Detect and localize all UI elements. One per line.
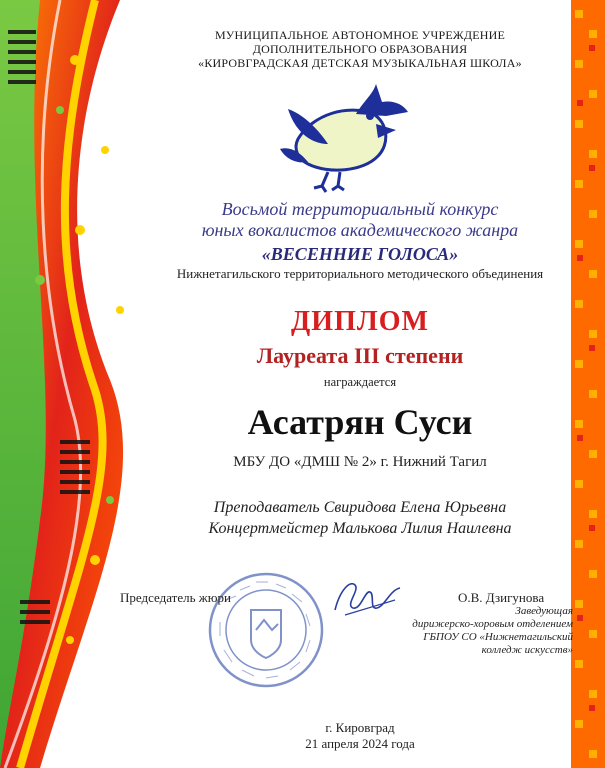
staff-block xyxy=(100,497,605,539)
laureate-degree: Лауреата III степени xyxy=(256,343,464,368)
header-line-2: ДОПОЛНИТЕЛЬНОГО ОБРАЗОВАНИЯ xyxy=(252,42,468,56)
bird-logo-icon xyxy=(278,84,408,194)
chair-title-line-3: ГБПОУ СО «Нижнетагильский xyxy=(423,631,573,643)
jury-chair-title xyxy=(368,605,573,657)
footer-place-date xyxy=(100,720,605,752)
contest-name: «ВЕСЕННИЕ ГОЛОСА» xyxy=(261,244,459,264)
institution-header xyxy=(100,28,605,70)
contest-title xyxy=(100,199,605,241)
recipient-school: МБУ ДО «ДМШ № 2» г. Нижний Тагил xyxy=(233,454,487,470)
chair-title-line-1: Заведующая xyxy=(515,605,573,617)
contest-line-2: юных вокалистов академического жанра xyxy=(201,220,519,240)
recipient-name: Асатрян Суси xyxy=(247,402,473,442)
official-stamp-icon xyxy=(206,570,326,690)
header-line-1: МУНИЦИПАЛЬНОЕ АВТОНОМНОЕ УЧРЕЖДЕНИЕ xyxy=(214,28,506,42)
contest-line-1: Восьмой территориальный конкурс xyxy=(221,199,499,219)
teacher-line: Преподаватель Свиридова Елена Юрьевна xyxy=(213,499,507,516)
accompanist-line: Концертмейстер Малькова Лилия Наилевна xyxy=(208,520,512,537)
jury-chair-label: Председатель жюри xyxy=(120,590,231,605)
awarded-label: награждается xyxy=(323,375,397,389)
contest-organizer: Нижнетагильского территориального методического объединения xyxy=(176,266,544,281)
footer-city: г. Кировград xyxy=(325,720,395,735)
header-line-3: «КИРОВГРАДСКАЯ ДЕТСКАЯ МУЗЫКАЛЬНАЯ ШКОЛА» xyxy=(198,56,522,70)
chair-title-line-4: колледж искусств» xyxy=(481,644,573,656)
footer-date: 21 апреля 2024 года xyxy=(305,736,415,751)
diploma-title: ДИПЛОМ xyxy=(291,306,429,337)
jury-chair-name: О.В. Дзигунова xyxy=(458,590,545,605)
chair-title-line-2: дирижерско-хоровым отделением xyxy=(412,618,573,630)
